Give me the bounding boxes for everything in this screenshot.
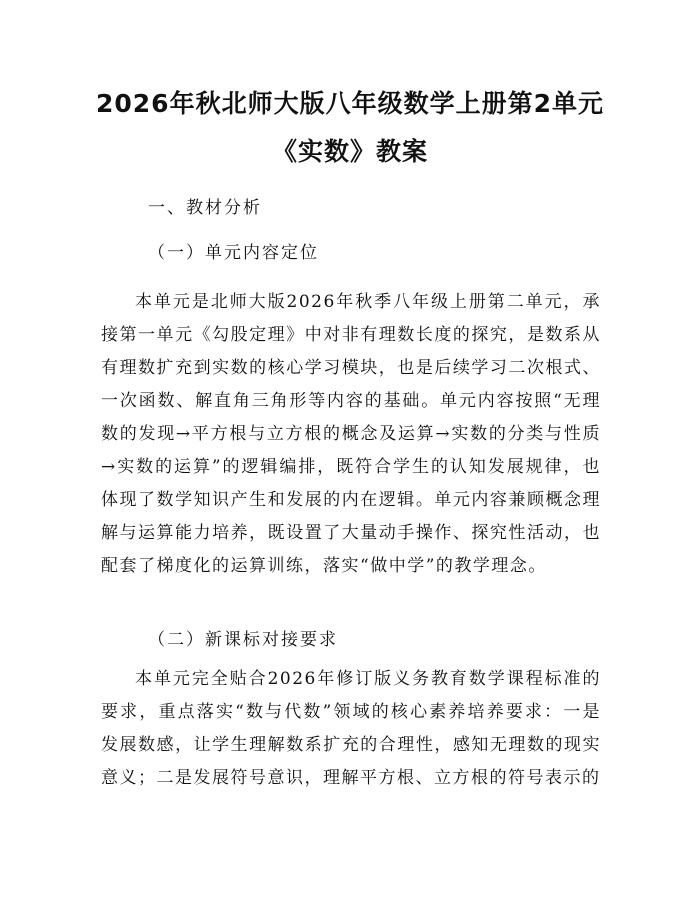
subsection-heading-unit-positioning: （一）单元内容定位	[148, 243, 319, 263]
paragraph-unit-positioning: 本单元是北师大版2026年秋季八年级上册第二单元，承接第一单元《勾股定理》中对非有理数长度的探究，是数系从有理数扩充到实数的核心学习模块，也是后续学习二次根式、一次函数、解直角三角形等内容的基础。单元内容按照“无理数的发现→平方根与立方根的概念及运算→实数的分类与性质→实数的运算”的逻辑编排，既符合学生的认知发展规律，也体现了数学知识产生和发展的内在逻辑。单元内容兼顾概念理解与运算能力培养，既设置了大量动手操作、探究性活动，也配套了梯度化的运算训练，落实“做中学”的教学理念。	[101, 292, 601, 576]
subsection-heading-curriculum-standards: （二）新课标对接要求	[148, 630, 338, 650]
document-title-line-1: 2026年秋北师大版八年级数学上册第2单元	[96, 89, 604, 118]
paragraph-curriculum-standards: 本单元完全贴合2026年修订版义务教育数学课程标准的要求，重点落实“数与代数”领域的核心素养培养要求：一是发展数感，让学生理解数系扩充的合理性，感知无理数的现实意义；二是发展符号意识，理解平方根、立方根的符号表示的	[101, 669, 601, 788]
section-heading-materials-analysis: 一、教材分析	[148, 198, 262, 218]
document-title-line-2: 《实数》教案	[271, 137, 428, 166]
